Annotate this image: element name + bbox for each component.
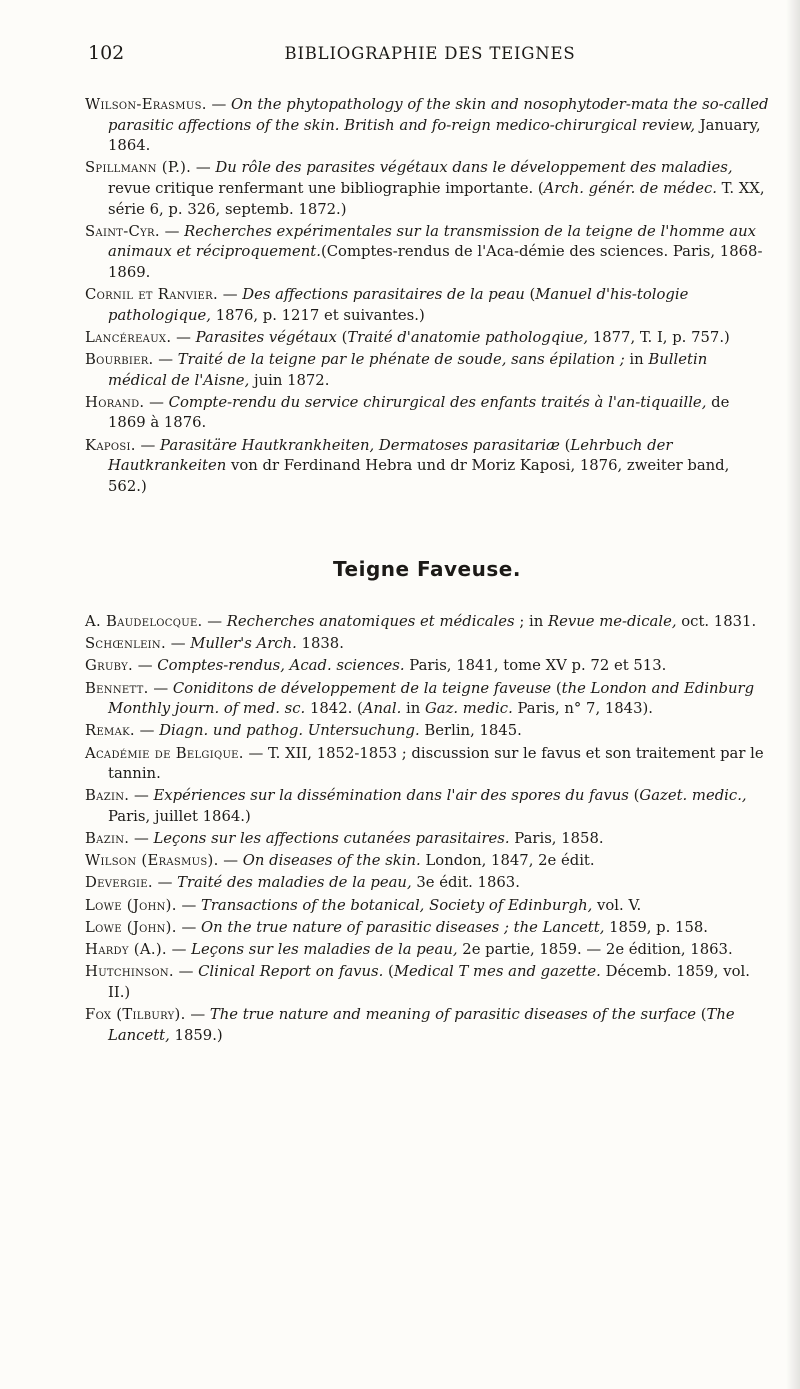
entry-title-italic: Du rôle des parasites végétaux dans le développement des maladies,	[215, 159, 733, 177]
entry-text: revue critique renfermant une bibliographie importante. (	[108, 179, 544, 197]
entry-text: (	[628, 787, 640, 805]
entry-author: Lowe (John).	[85, 918, 177, 936]
bibliography-entry	[85, 962, 769, 1003]
entry-author: Cornil et Ranvier.	[85, 286, 218, 304]
entry-text: oct. 1831.	[676, 613, 757, 630]
entry-text: (	[524, 286, 536, 304]
bibliography-entry	[85, 940, 769, 961]
entry-author: Saint-Cyr.	[85, 222, 160, 240]
entry-title-italic: Gazet. medic.,	[639, 787, 747, 805]
bibliography-entry	[85, 721, 769, 742]
entry-text: —	[165, 635, 191, 653]
entry-text: von dr Ferdinand Hebra und dr Moriz Kaposi, 1876, zweiter band, 562.)	[108, 457, 730, 495]
bibliography-entry	[85, 1005, 769, 1046]
bibliography-entry	[85, 873, 769, 894]
entry-title-italic: Leçons sur les maladies de la peau,	[191, 941, 458, 959]
entry-text: (	[336, 328, 348, 346]
entry-text: Décemb. 1859, vol. II.)	[108, 963, 750, 1001]
entry-text: London, 1847, 2e édit.	[420, 852, 595, 870]
entry-author: Horand.	[85, 393, 145, 411]
bibliography-entry	[85, 634, 769, 655]
entry-text: —	[176, 896, 201, 914]
entry-title-italic: On diseases of the skin.	[242, 852, 421, 870]
entry-title-italic: Leçons sur les affections cutanées parasitaires.	[153, 830, 510, 848]
entry-text: —	[171, 328, 196, 346]
entry-text: 3e édit. 1863.	[411, 874, 520, 892]
bibliography-entry	[85, 612, 769, 633]
entry-title-italic: Recherches expérimentales sur la transmission de la teigne de l'homme aux animaux et réciproquement.	[108, 222, 756, 261]
entry-author: Hardy (A.).	[85, 941, 167, 959]
entry-text: —	[218, 852, 243, 870]
entry-text: —	[133, 657, 158, 675]
entry-author: Bennett.	[85, 679, 149, 697]
entry-author: Hutchinson.	[85, 963, 174, 981]
entry-text: juin 1872.	[249, 371, 330, 389]
entry-text: — T. XII, 1852-1853 ; discussion sur le favus et son traitement par le tannin.	[108, 744, 764, 783]
bibliography-list-favus	[85, 612, 769, 1048]
entry-title-italic: Gaz. medic.	[424, 700, 513, 718]
entry-text: Paris, 1858.	[509, 830, 604, 848]
bibliography-entry	[85, 350, 769, 391]
entry-text: —	[166, 941, 192, 959]
entry-title-italic: Revue me-dicale,	[548, 613, 677, 630]
entry-title-italic: Diagn. und pathog. Untersuchung.	[159, 722, 420, 740]
entry-text: —	[206, 96, 231, 113]
entry-text: de 1869 à 1876.	[108, 393, 730, 432]
entry-author: Spillmann (P.).	[85, 159, 192, 177]
entry-text: —	[129, 830, 154, 848]
entry-text: —	[134, 722, 160, 740]
entry-title-italic: Traité d'anatomie pathologqiue,	[347, 328, 589, 346]
entry-text: —	[148, 679, 173, 697]
entry-title-italic: Anal.	[362, 700, 402, 718]
entry-text: 1842. (	[305, 700, 363, 718]
entry-title-italic: Recherches anatomiques et médicales	[226, 613, 515, 630]
entry-title-italic: On the true nature of parasitic diseases ; the Lancett,	[200, 918, 605, 936]
entry-author: Bourbier.	[85, 351, 154, 369]
entry-text: Paris, n° 7, 1843).	[512, 700, 653, 718]
entry-text: —	[152, 874, 178, 892]
entry-title-italic: Parasitäre Hautkrankheiten, Dermatoses parasitariæ	[160, 436, 560, 454]
bibliography-entry	[85, 744, 769, 785]
entry-author: Gruby.	[85, 657, 134, 675]
entry-title-italic: The true nature and meaning of parasitic diseases of the surface	[209, 1006, 697, 1023]
bibliography-entry	[85, 285, 769, 326]
entry-text: —	[173, 963, 199, 981]
entry-text: ; in	[514, 613, 548, 630]
page-number: 102	[88, 42, 125, 64]
entry-title-italic: Medical T mes and gazette.	[393, 963, 601, 981]
entry-text: —	[144, 393, 169, 411]
entry-text: —	[129, 787, 154, 805]
entry-author: Kaposi.	[85, 436, 136, 454]
entry-title-italic: The Lancett,	[108, 1006, 735, 1044]
entry-author: Bazin.	[85, 787, 130, 805]
bibliography-entry	[85, 158, 769, 220]
entry-text: (	[551, 679, 562, 697]
entry-text: (Comptes-rendus de l'Aca-démie des sciences. Paris, 1868-1869.	[108, 243, 763, 281]
entry-text: January, 1864.	[108, 116, 761, 155]
entry-author: Lancéreaux.	[85, 328, 172, 346]
bibliography-entry	[85, 95, 769, 157]
entry-text: 1838.	[296, 635, 344, 653]
entry-title-italic: Muller's Arch.	[190, 635, 297, 653]
entry-text: —	[153, 351, 178, 369]
entry-title-italic: Lehrbuch der Hautkrankeiten	[108, 436, 673, 475]
bibliography-entry	[85, 436, 769, 498]
entry-author: Lowe (John).	[85, 896, 177, 914]
entry-text: 2e partie, 1859. — 2e édition, 1863.	[457, 941, 733, 959]
bibliography-entry	[85, 896, 769, 917]
page-edge-shadow	[786, 0, 800, 1389]
bibliography-entry	[85, 328, 769, 349]
entry-title-italic: Comptes-rendus, Acad. sciences.	[157, 657, 405, 675]
page-header	[88, 38, 772, 68]
entry-author: Wilson (Erasmus).	[85, 852, 219, 870]
entry-text: (	[559, 436, 571, 454]
entry-title-italic: On the phytopathology of the skin and nosophytoder-mata the so-called parasitic affections of the skin. British and fo-reign medico-chirurgical review,	[108, 96, 769, 134]
entry-author: Académie de Belgique.	[85, 744, 244, 762]
bibliography-entry	[85, 918, 769, 939]
entry-text: —	[185, 1006, 210, 1023]
entry-text: Paris, juillet 1864.)	[108, 807, 251, 825]
entry-title-italic: Arch. génér. de médec.	[543, 179, 717, 197]
entry-text: —	[176, 918, 201, 936]
entry-text: in	[401, 700, 425, 718]
entry-text: 1877, T. I, p. 757.)	[588, 328, 730, 346]
bibliography-list-general	[85, 95, 769, 499]
entry-text: 1876, p. 1217 et suivantes.)	[211, 306, 425, 324]
bibliography-entry	[85, 222, 769, 284]
entry-title-italic: Coniditons de développement de la teigne faveuse	[172, 679, 552, 697]
entry-title-italic: Traité des maladies de la peau,	[177, 874, 412, 892]
entry-text: (	[696, 1006, 707, 1023]
entry-text: —	[217, 286, 243, 304]
entry-title-italic: Expériences sur la dissémination dans l'air des spores du favus	[153, 787, 629, 805]
entry-title-italic: Compte-rendu du service chirurgical des enfants traités à l'an-tiquaille,	[168, 393, 707, 411]
entry-text: Paris, 1841, tome XV p. 72 et 513.	[404, 657, 667, 675]
bibliography-entry	[85, 829, 769, 850]
entry-text: vol. V.	[592, 896, 642, 914]
entry-author: Remak.	[85, 722, 135, 740]
entry-text: —	[202, 613, 227, 630]
entry-author: Devergie.	[85, 874, 153, 892]
entry-title-italic: Manuel d'his-tologie pathologique,	[108, 286, 689, 324]
entry-author: Bazin.	[85, 830, 130, 848]
entry-text: —	[135, 436, 161, 454]
entry-author: Fox (Tilbury).	[85, 1006, 186, 1023]
entry-text: T. XX, série 6, p. 326, septemb. 1872.)	[108, 179, 765, 218]
running-head: BIBLIOGRAPHIE DES TEIGNES	[284, 44, 576, 63]
bibliography-entry	[85, 679, 769, 720]
entry-title-italic: Parasites végétaux	[195, 328, 337, 346]
entry-text: —	[191, 159, 216, 177]
entry-author: A. Baudelocque.	[85, 613, 203, 630]
entry-title-italic: Traité de la teigne par le phénate de soude, sans épilation ;	[177, 351, 625, 369]
entry-text: Berlin, 1845.	[419, 722, 522, 740]
entry-text: 1859, p. 158.	[604, 918, 708, 936]
entry-author: Wilson-Erasmus.	[85, 96, 207, 113]
entry-title-italic: the London and Edinburg Monthly journ. of med. sc.	[108, 679, 755, 718]
entry-title-italic: Transactions of the botanical, Society of Edinburgh,	[200, 896, 593, 914]
entry-title-italic: Clinical Report on favus.	[198, 963, 384, 981]
entry-text: in	[624, 351, 649, 369]
entry-title-italic: Des affections parasitaires de la peau	[242, 286, 525, 304]
section-heading: Teigne Faveuse.	[333, 557, 521, 581]
entry-text: —	[159, 222, 185, 240]
bibliography-entry	[85, 393, 769, 434]
bibliography-entry	[85, 786, 769, 827]
entry-text: (	[383, 963, 394, 981]
bibliography-entry	[85, 851, 769, 872]
entry-author: Schœnlein.	[85, 635, 166, 653]
entry-text: 1859.)	[169, 1026, 223, 1044]
bibliography-entry	[85, 656, 769, 677]
entry-title-italic: Bulletin médical de l'Aisne,	[108, 351, 708, 389]
